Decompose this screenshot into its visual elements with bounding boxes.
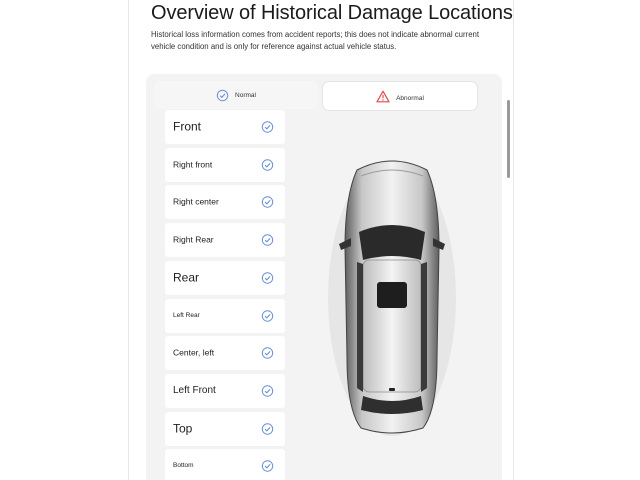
check-circle-icon xyxy=(261,271,274,284)
location-label: Bottom xyxy=(173,462,194,470)
location-label: Rear xyxy=(173,270,200,285)
scrollbar[interactable] xyxy=(507,100,510,178)
tab-normal-label: Normal xyxy=(235,91,256,99)
location-label: Left Front xyxy=(173,384,216,396)
location-label: Center, left xyxy=(173,347,215,358)
location-row[interactable] xyxy=(165,185,285,219)
check-circle-icon xyxy=(261,347,274,360)
car-top-view-image xyxy=(317,148,467,438)
location-row[interactable] xyxy=(165,223,285,257)
page-title: Overview of Historical Damage Locations xyxy=(151,2,513,24)
location-row[interactable] xyxy=(165,299,285,333)
tab-abnormal-label: Abnormal xyxy=(396,94,424,102)
check-circle-icon xyxy=(261,309,274,322)
location-label: Front xyxy=(173,119,202,134)
warning-triangle-icon xyxy=(376,90,390,103)
location-label: Right Rear xyxy=(173,234,214,245)
location-label: Right center xyxy=(173,197,219,208)
location-row[interactable] xyxy=(165,449,285,480)
check-circle-icon xyxy=(261,422,274,435)
tab-abnormal[interactable] xyxy=(322,81,478,111)
disclaimer-text: Historical loss information comes from accident reports; this does not indicate abnormal current vehicle condition and is only for reference against actual vehicle status. xyxy=(151,30,480,51)
location-row[interactable] xyxy=(165,110,285,144)
check-circle-icon xyxy=(261,460,274,473)
app-screen xyxy=(128,0,514,480)
location-row[interactable] xyxy=(165,412,285,446)
location-row[interactable] xyxy=(165,148,285,182)
check-circle-icon xyxy=(261,196,274,209)
location-label: Top xyxy=(173,421,193,436)
tab-normal[interactable] xyxy=(154,81,318,109)
check-circle-icon xyxy=(261,234,274,247)
check-circle-icon xyxy=(216,89,229,102)
check-circle-icon xyxy=(261,121,274,134)
location-row[interactable] xyxy=(165,261,285,295)
check-circle-icon xyxy=(261,384,274,397)
location-row[interactable] xyxy=(165,374,285,408)
location-row[interactable] xyxy=(165,336,285,370)
check-circle-icon xyxy=(261,158,274,171)
location-label: Left Rear xyxy=(173,311,200,319)
location-label: Right front xyxy=(173,159,213,170)
